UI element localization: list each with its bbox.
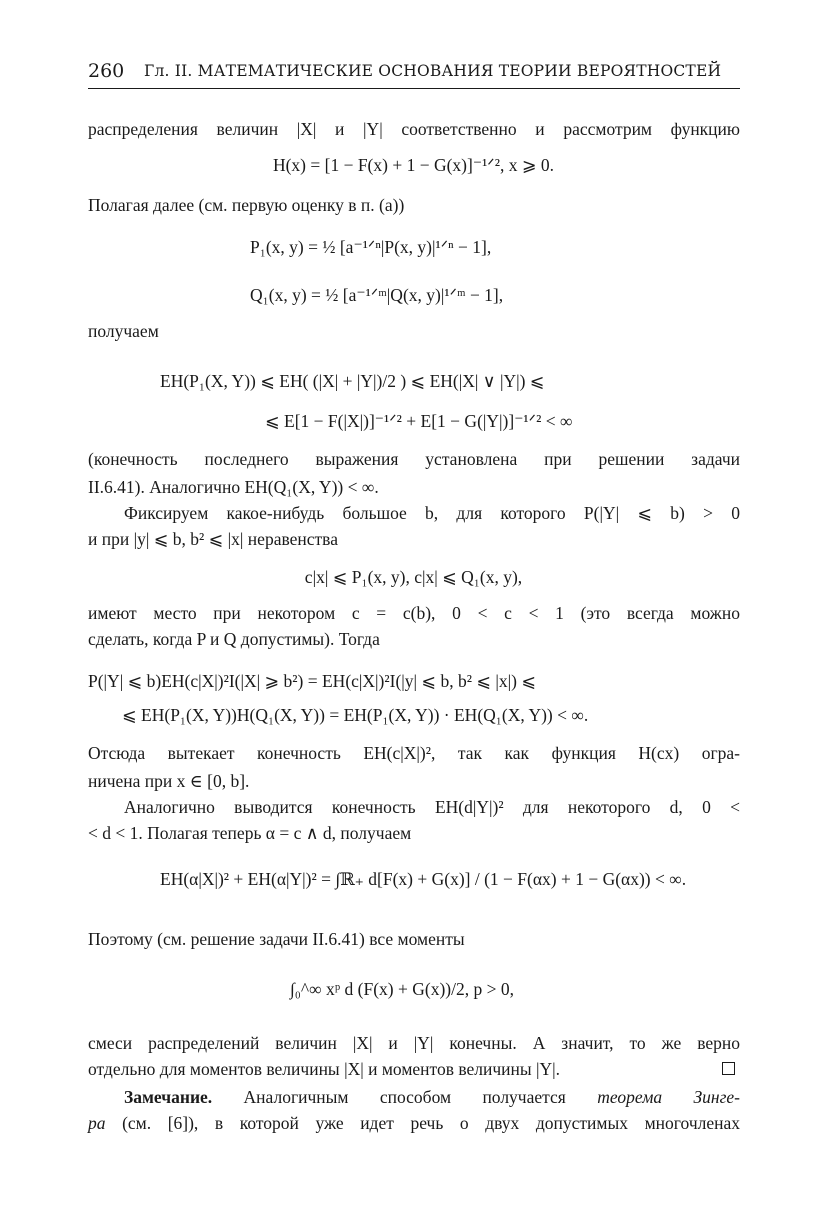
running-title: Гл. II. МАТЕМАТИЧЕСКИЕ ОСНОВАНИЯ ТЕОРИИ ВЕРОЯТНОСТЕЙ: [144, 62, 722, 80]
text-line: < d < 1. Полагая теперь α = c ∧ d, получаем: [88, 823, 412, 843]
formula-integral: EH(α|X|)² + EH(α|Y|)² = ∫ℝ₊ d[F(x) + G(x)] / (1 − F(αx) + 1 − G(αx)) < ∞.: [160, 869, 687, 889]
text-line: имеют место при некотором c = c(b), 0 < c < 1 (это всегда можно: [88, 603, 740, 623]
text-line: сделать, когда P и Q допустимы). Тогда: [88, 629, 380, 649]
text-line: II.6.41). Аналогично EH(Q₁(X, Y)) < ∞.: [88, 477, 379, 497]
formula-EH-estimate-1: EH(P₁(X, Y)) ⩽ EH( (|X| + |Y|)/2 ) ⩽ EH(|X| ∨ |Y|) ⩽: [160, 371, 545, 391]
formula-Q1: Q₁(x, y) = ½ [a⁻¹ᐟᵐ|Q(x, y)|¹ᐟᵐ − 1],: [250, 285, 504, 305]
text-line: смеси распределений величин |X| и |Y| конечны. А значит, то же верно: [88, 1033, 740, 1053]
formula-inequalities: c|x| ⩽ P₁(x, y), c|x| ⩽ Q₁(x, y),: [304, 567, 523, 587]
remark-label: Замечание.: [124, 1087, 213, 1107]
text-line: (конечность последнего выражения установлена при решении задачи: [88, 449, 740, 469]
remark-line-2: [88, 1110, 740, 1136]
text-line: отдельно для моментов величины |X| и моментов величины |Y|.: [88, 1059, 561, 1079]
formula-P-EH-1: P(|Y| ⩽ b)EH(c|X|)²I(|X| ⩾ b²) = EH(c|X|)²I(|y| ⩽ b, b² ⩽ |x|) ⩽: [88, 671, 536, 691]
running-header: [88, 60, 740, 89]
theorem-name: теорема Зинге-: [597, 1087, 740, 1107]
formula-EH-estimate-2: ⩽ E[1 − F(|X|)]⁻¹ᐟ² + E[1 − G(|Y|)]⁻¹ᐟ² < ∞: [265, 411, 573, 431]
text-line: Полагая далее (см. первую оценку в п. (а)): [88, 195, 405, 215]
formula-P-EH-2: ⩽ EH(P₁(X, Y))H(Q₁(X, Y)) = EH(P₁(X, Y)) · EH(Q₁(X, Y)) < ∞.: [122, 705, 589, 725]
text-line: Отсюда вытекает конечность EH(c|X|)², так как функция H(cx) огра-: [88, 743, 740, 763]
formula-moments: ∫₀^∞ xᵖ d (F(x) + G(x))/2, p > 0,: [290, 979, 514, 999]
remark-text-2: (см. [6]), в которой уже идет речь о двух допустимых многочленах: [105, 1113, 740, 1133]
qed-square-icon: [722, 1062, 735, 1075]
theorem-name-end: ра: [88, 1113, 106, 1133]
text-line: ничена при x ∈ [0, b].: [88, 771, 250, 791]
text-line: Фиксируем какое-нибудь большое b, для которого P(|Y| ⩽ b) > 0: [124, 503, 740, 523]
text-line: Поэтому (см. решение задачи II.6.41) все моменты: [88, 929, 465, 949]
text-line: получаем: [88, 321, 159, 341]
formula-H: H(x) = [1 − F(x) + 1 − G(x)]⁻¹ᐟ², x ⩾ 0.: [272, 155, 555, 175]
page-number: 260: [88, 60, 125, 82]
remark-line: [88, 1084, 740, 1110]
text-line: Аналогично выводится конечность EH(d|Y|)² для некоторого d, 0 <: [124, 797, 740, 817]
formula-P1: P₁(x, y) = ½ [a⁻¹ᐟⁿ|P(x, y)|¹ᐟⁿ − 1],: [250, 237, 492, 257]
remark-text: Аналогичным способом получается: [212, 1087, 598, 1107]
text-line: и при |y| ⩽ b, b² ⩽ |x| неравенства: [88, 529, 338, 549]
text-line: распределения величин |X| и |Y| соответственно и рассмотрим функцию: [88, 119, 740, 139]
